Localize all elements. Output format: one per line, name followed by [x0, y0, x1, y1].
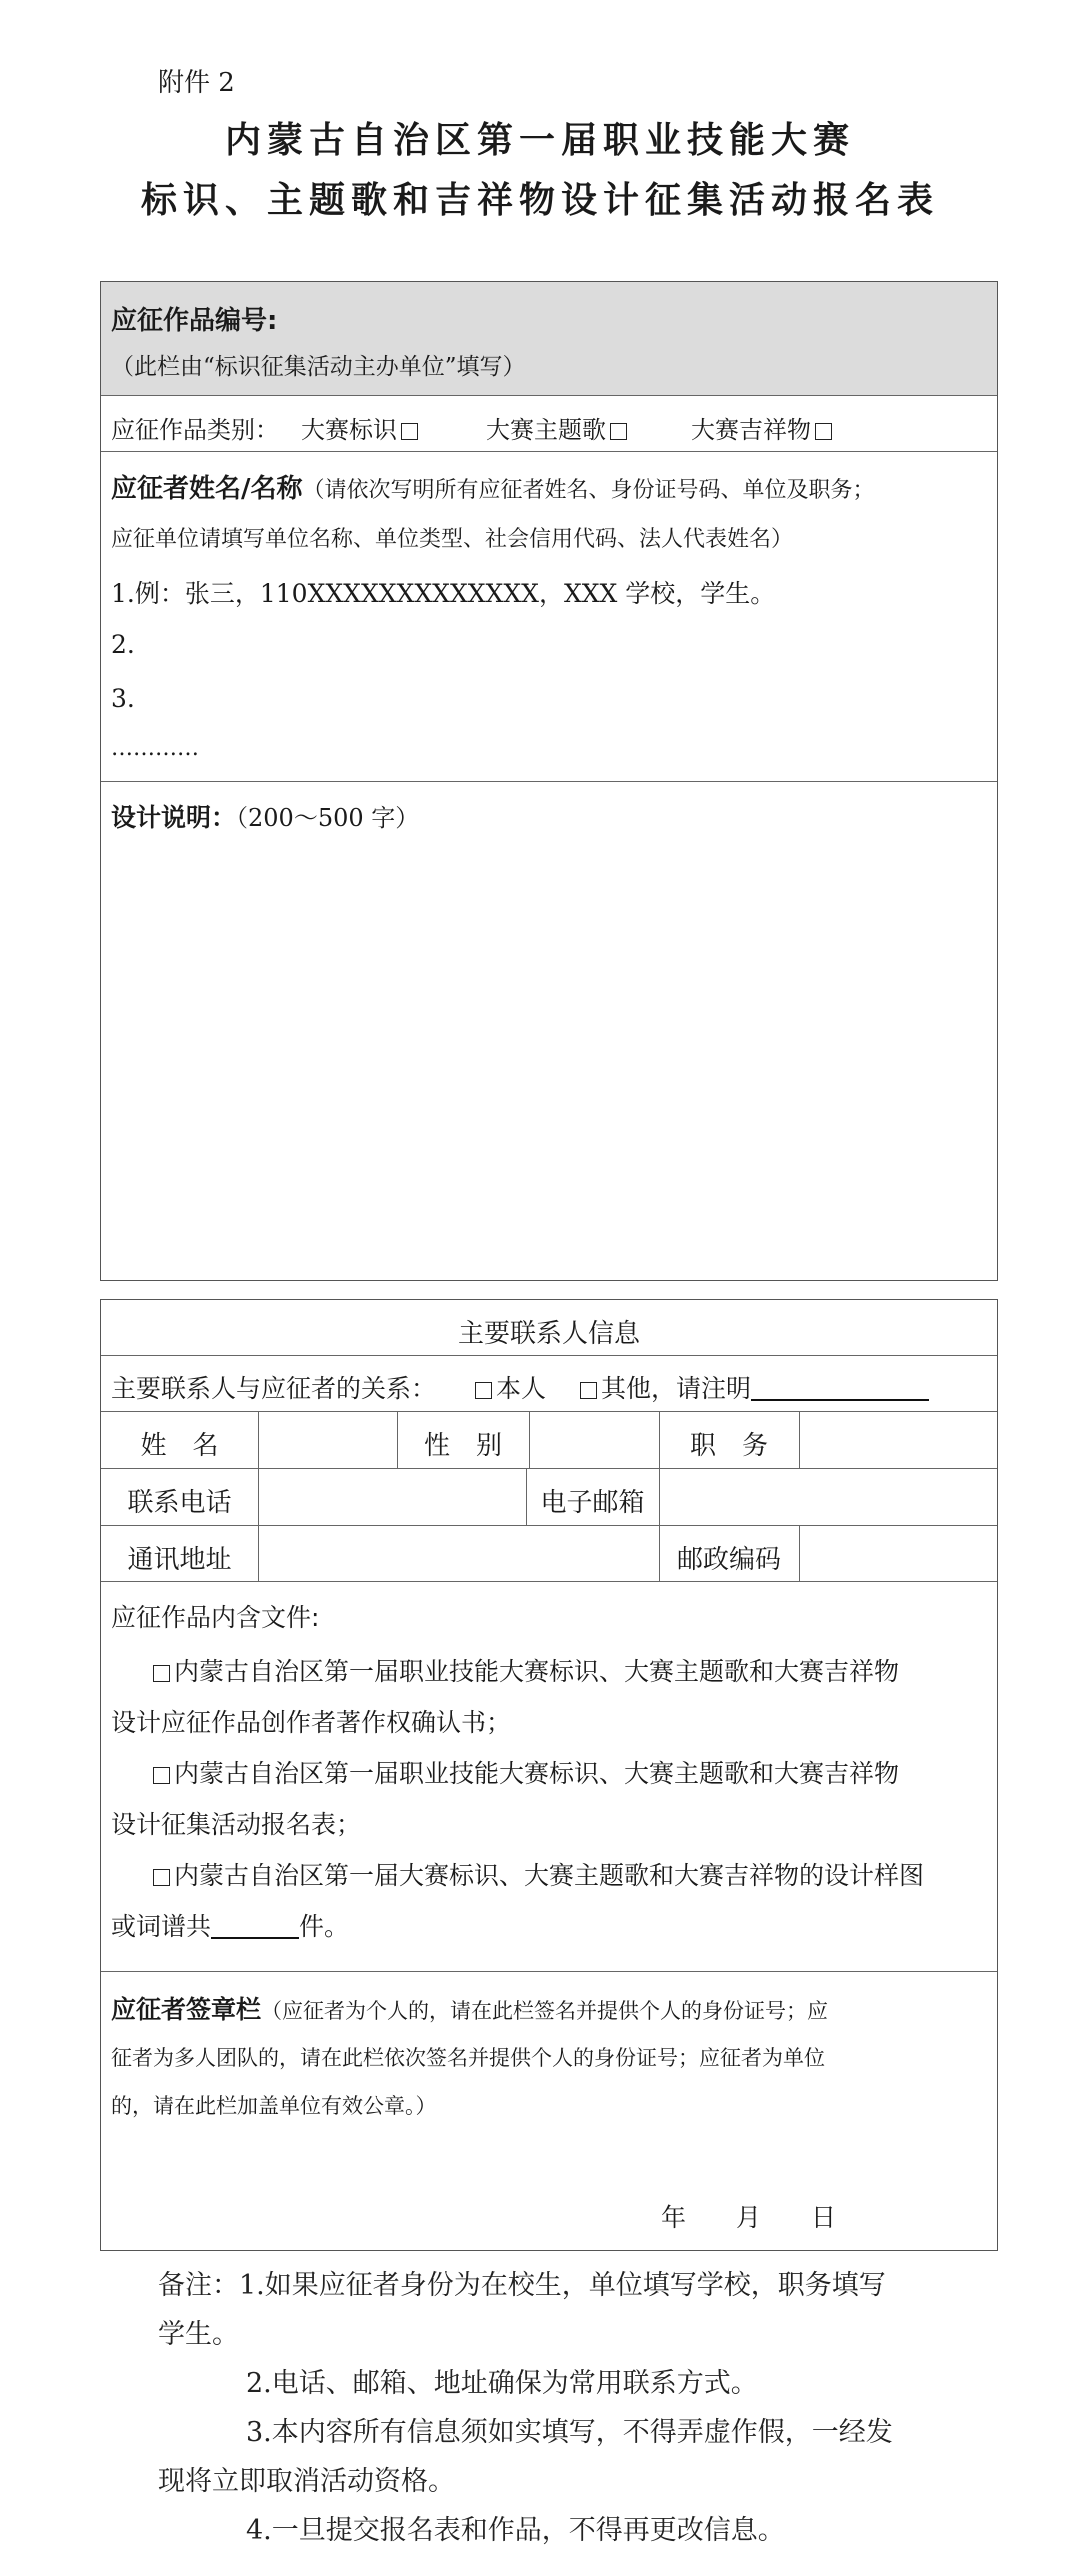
checkbox-icon[interactable] [153, 1665, 170, 1682]
design-description-label: 设计说明： [111, 803, 237, 832]
file-item-2-text: 内蒙古自治区第一届职业技能大赛标识、大赛主题歌和大赛吉祥物 [174, 1759, 900, 1788]
relation-other-label: 其他，请注明 [601, 1374, 752, 1403]
checkbox-icon[interactable] [475, 1382, 492, 1399]
note-line-1: 备注：1.如果应征者身份为在校生，单位填写学校，职务填写 [158, 2270, 886, 2301]
applicant-heading [111, 468, 875, 505]
applicant-row[interactable] [101, 452, 997, 782]
checkbox-icon[interactable] [401, 423, 418, 440]
form-title-line2: 标识、主题歌和吉祥物设计征集活动报名表 [140, 179, 939, 221]
entry-code-note: （此栏由“标识征集活动主办单位”填写） [111, 354, 526, 380]
contact-details-grid [101, 1412, 997, 1582]
entry-category-label: 应征作品类别： [111, 416, 279, 444]
attachment-label: 附件 2 [158, 68, 235, 98]
note-line-3: 2.电话、邮箱、地址确保为常用联系方式。 [246, 2368, 758, 2399]
checkbox-icon[interactable] [153, 1767, 170, 1784]
category-option-song-label: 大赛主题歌 [486, 416, 606, 444]
address-field[interactable] [258, 1525, 659, 1582]
signature-date: 年 月 日 [661, 2203, 837, 2232]
relation-other-input[interactable] [751, 1371, 929, 1401]
address-label: 通讯地址 [127, 1545, 232, 1575]
signature-note-3: 的，请在此栏加盖单位有效公章。） [111, 2094, 437, 2118]
file-item-3-text: 内蒙古自治区第一届大赛标识、大赛主题歌和大赛吉祥物的设计样图 [174, 1861, 925, 1890]
signature-note-2: 征者为多人团队的，请在此栏依次签名并提供个人的身份证号；应征者为单位 [111, 2046, 825, 2070]
gender-label: 性 别 [423, 1431, 502, 1461]
file-item-2-cont: 设计征集活动报名表； [111, 1810, 362, 1839]
design-description-row[interactable] [101, 782, 997, 1282]
postcode-field[interactable] [799, 1525, 996, 1582]
name-label: 姓 名 [140, 1431, 219, 1461]
position-field[interactable] [799, 1412, 996, 1468]
name-field[interactable] [258, 1412, 397, 1468]
category-option-mascot-label: 大赛吉祥物 [691, 416, 811, 444]
entry-category-row [101, 396, 997, 452]
contact-heading: 主要联系人信息 [457, 1319, 640, 1349]
contact-table [100, 1299, 998, 2251]
included-files-label: 应征作品内含文件: [111, 1603, 320, 1632]
email-field[interactable] [659, 1468, 996, 1525]
applicant-ellipsis: ………… [111, 736, 199, 761]
note-line-2: 学生。 [158, 2319, 239, 2350]
relation-self-option[interactable] [471, 1369, 546, 1405]
applicant-label: 应征者姓名/名称 [111, 474, 303, 504]
file-item-1[interactable] [149, 1652, 899, 1688]
checkbox-icon[interactable] [580, 1382, 597, 1399]
design-description-heading [111, 798, 419, 834]
email-label: 电子邮箱 [540, 1488, 645, 1518]
category-option-logo[interactable] [301, 410, 422, 445]
applicant-example-line: 1.例：张三，110XXXXXXXXXXXXX，XXX 学校，学生。 [111, 579, 776, 608]
checkbox-icon[interactable] [610, 423, 627, 440]
note-line-5: 现将立即取消活动资格。 [158, 2466, 455, 2497]
file-count-input[interactable] [211, 1911, 299, 1939]
file-item-1-text: 内蒙古自治区第一届职业技能大赛标识、大赛主题歌和大赛吉祥物 [174, 1657, 900, 1686]
note-line-4: 3.本内容所有信息须如实填写，不得弄虚作假，一经发 [246, 2417, 893, 2448]
category-option-logo-label: 大赛标识 [301, 416, 397, 444]
entry-code-label: 应征作品编号: [111, 306, 278, 336]
signature-note-1: （应征者为个人的，请在此栏签名并提供个人的身份证号；应 [261, 1999, 829, 2023]
included-files-row [101, 1582, 997, 1972]
entry-info-table [100, 281, 998, 1281]
signature-label: 应征者签章栏 [111, 1995, 262, 2024]
entry-code-row[interactable] [101, 282, 997, 396]
relation-self-label: 本人 [496, 1374, 547, 1403]
file-item-1-cont: 设计应征作品创作者著作权确认书； [111, 1708, 512, 1737]
file-count-suffix: 件。 [299, 1912, 350, 1941]
file-item-2[interactable] [149, 1754, 899, 1790]
relation-row [101, 1356, 997, 1412]
contact-heading-row [101, 1300, 997, 1356]
phone-field[interactable] [258, 1468, 526, 1525]
gender-field[interactable] [529, 1412, 659, 1468]
design-description-note: （200～500 字） [236, 804, 420, 832]
applicant-line-2: 2. [111, 630, 135, 659]
relation-label: 主要联系人与应征者的关系： [111, 1374, 437, 1403]
checkbox-icon[interactable] [815, 423, 832, 440]
applicant-line-3: 3. [111, 684, 135, 713]
signature-row[interactable] [101, 1972, 997, 2250]
position-label: 职 务 [689, 1431, 768, 1461]
category-option-song[interactable] [486, 410, 631, 445]
applicant-note-1: （请依次写明所有应征者姓名、身份证号码、单位及职务； [302, 478, 875, 503]
checkbox-icon[interactable] [153, 1869, 170, 1886]
phone-label: 联系电话 [127, 1488, 232, 1518]
file-count-prefix: 或词谱共 [111, 1912, 212, 1941]
postcode-label: 邮政编码 [676, 1545, 781, 1575]
applicant-note-2: 应征单位请填写单位名称、单位类型、社会信用代码、法人代表姓名） [111, 527, 794, 552]
signature-heading [111, 1990, 828, 2026]
relation-other-option[interactable] [576, 1369, 929, 1405]
file-item-3[interactable] [149, 1856, 924, 1892]
form-title-line1: 内蒙古自治区第一届职业技能大赛 [224, 119, 855, 161]
note-line-6: 4.一旦提交报名表和作品，不得再更改信息。 [246, 2515, 785, 2546]
file-item-3-cont [111, 1907, 349, 1943]
category-option-mascot[interactable] [691, 410, 836, 445]
